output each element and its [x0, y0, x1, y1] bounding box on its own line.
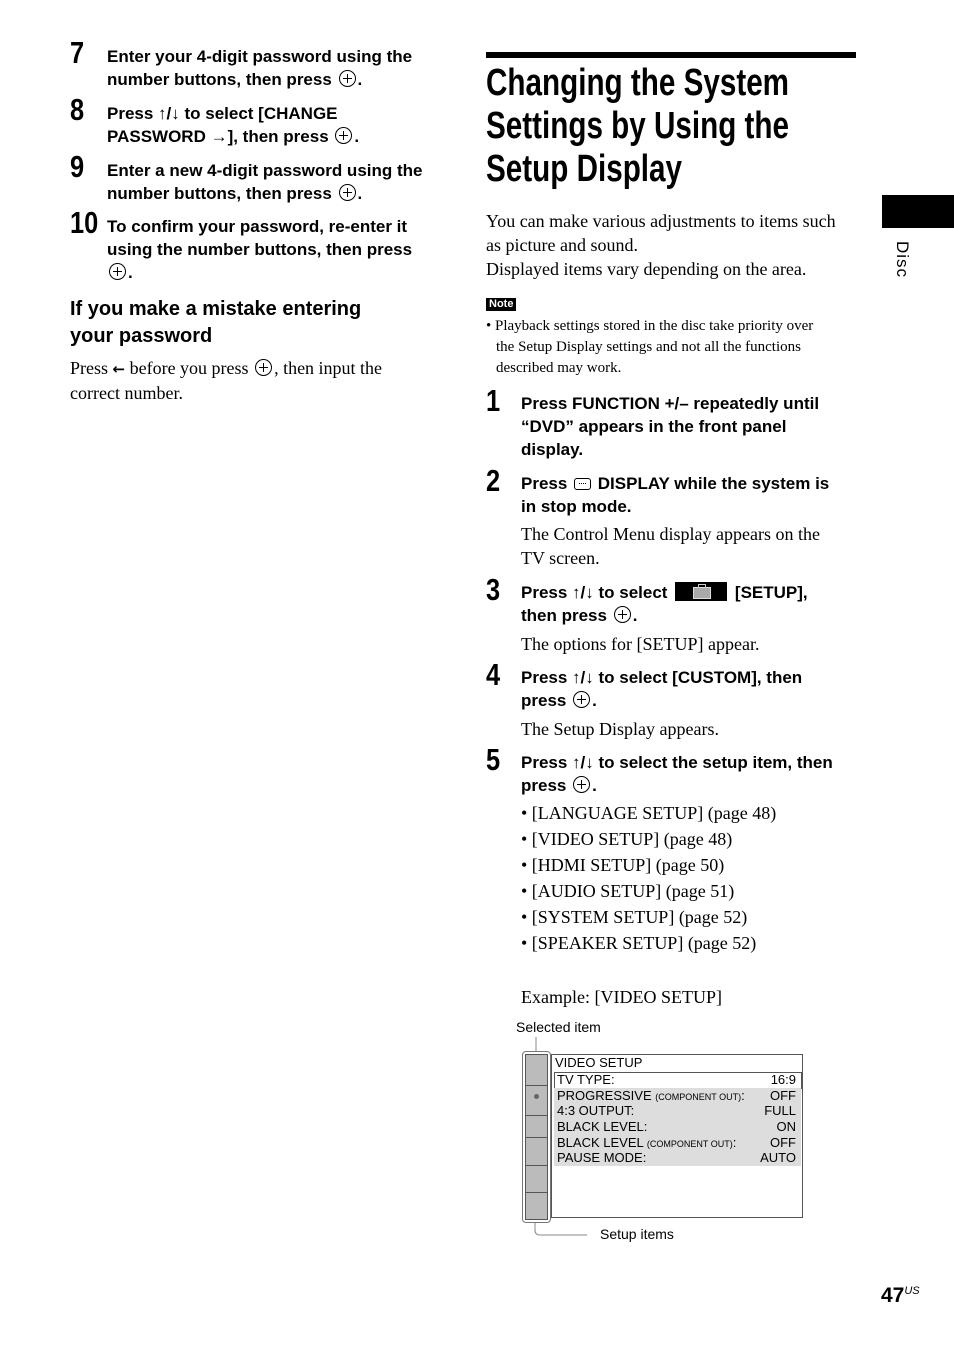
note-label: Note	[486, 298, 516, 311]
setup-items-label: Setup items	[600, 1226, 674, 1242]
list-item: • [SPEAKER SETUP] (page 52)	[521, 933, 757, 953]
title-rule	[486, 52, 856, 58]
mistake-text: Press ← before you press , then input the correct number.	[70, 358, 383, 403]
list-item: • [VIDEO SETUP] (page 48)	[521, 829, 733, 849]
step-3-body: The options for [SETUP] appear.	[521, 634, 760, 654]
example-caption: Example: [VIDEO SETUP]	[521, 987, 722, 1007]
step-10-text: To confirm your password, re-enter it using the number buttons, then press .	[107, 217, 413, 282]
step-4-number: 4	[486, 657, 501, 692]
step-3-text: Press ↑/↓ to select [SETUP], then press .	[521, 583, 808, 625]
enter-button-icon	[255, 359, 272, 376]
list-item: • [LANGUAGE SETUP] (page 48)	[521, 803, 777, 823]
display-button-icon	[574, 478, 591, 490]
page-number: $47^{US}$	[881, 1284, 920, 1307]
step-2-body: The Control Menu display appears on the TV screen.	[521, 524, 820, 568]
osd-row: PROGRESSIVE (COMPONENT OUT): OFF	[557, 1087, 796, 1103]
step-3-number: 3	[486, 572, 501, 607]
mistake-heading: If you make a mistake entering your password	[70, 298, 362, 347]
enter-button-icon	[335, 127, 352, 144]
osd-row: BLACK LEVEL: ON	[557, 1119, 796, 1135]
enter-button-icon	[109, 263, 126, 280]
step-1-number: 1	[486, 383, 501, 418]
selected-dot-icon	[534, 1094, 539, 1099]
page-title: Changing the System Settings by Using the Setup Display	[486, 62, 790, 190]
setup-toolbox-icon	[675, 582, 727, 601]
note-text: • Playback settings stored in the disc take priority over the Setup Display settings and not all the functions described may work.	[486, 318, 814, 376]
step-2-text: Press DISPLAY while the system is in stop mode.	[521, 474, 830, 516]
enter-button-icon	[573, 776, 590, 793]
enter-button-icon	[339, 70, 356, 87]
setup-icon-column	[522, 1051, 551, 1223]
enter-button-icon	[573, 691, 590, 708]
step-5-text: Press ↑/↓ to select the setup item, then press .	[521, 753, 833, 795]
step-9-number: 9	[70, 149, 85, 184]
selected-item-label: Selected item	[516, 1019, 601, 1035]
enter-button-icon	[339, 184, 356, 201]
step-5-number: 5	[486, 742, 501, 777]
step-10-number: 10	[70, 205, 99, 240]
step-7-text: Enter your 4-digit password using the number buttons, then press .	[107, 47, 413, 89]
step-2-number: 2	[486, 463, 501, 498]
list-item: • [HDMI SETUP] (page 50)	[521, 855, 725, 875]
side-tab-marker	[882, 195, 954, 228]
osd-row: BLACK LEVEL (COMPONENT OUT): OFF	[557, 1134, 796, 1150]
back-arrow-icon: ←	[112, 360, 126, 378]
setup-display-screen	[551, 1054, 803, 1218]
osd-row: 4:3 OUTPUT: FULL	[557, 1103, 796, 1119]
list-item: • [AUDIO SETUP] (page 51)	[521, 881, 735, 901]
osd-header: VIDEO SETUP	[555, 1055, 643, 1070]
step-1-text: Press FUNCTION +/– repeatedly until “DVD” appears in the front panel display.	[521, 394, 820, 459]
step-8-text: Press ↑/↓ to select [CHANGE PASSWORD →], then press .	[107, 104, 360, 146]
osd-row: PAUSE MODE: AUTO	[557, 1150, 796, 1166]
step-7-number: 7	[70, 35, 85, 70]
list-item: • [SYSTEM SETUP] (page 52)	[521, 907, 748, 927]
enter-button-icon	[614, 606, 631, 623]
intro-text: You can make various adjustments to items such as picture and sound. Displayed items vary depending on the area.	[486, 211, 836, 279]
step-8-number: 8	[70, 92, 85, 127]
osd-row: TV TYPE: 16:9	[557, 1072, 796, 1087]
step-4-text: Press ↑/↓ to select [CUSTOM], then press .	[521, 668, 803, 710]
setup-items-list	[521, 801, 861, 957]
step-4-body: The Setup Display appears.	[521, 719, 719, 739]
side-tab-label: Disc	[893, 241, 912, 279]
step-9-text: Enter a new 4-digit password using the number buttons, then press .	[107, 161, 423, 203]
